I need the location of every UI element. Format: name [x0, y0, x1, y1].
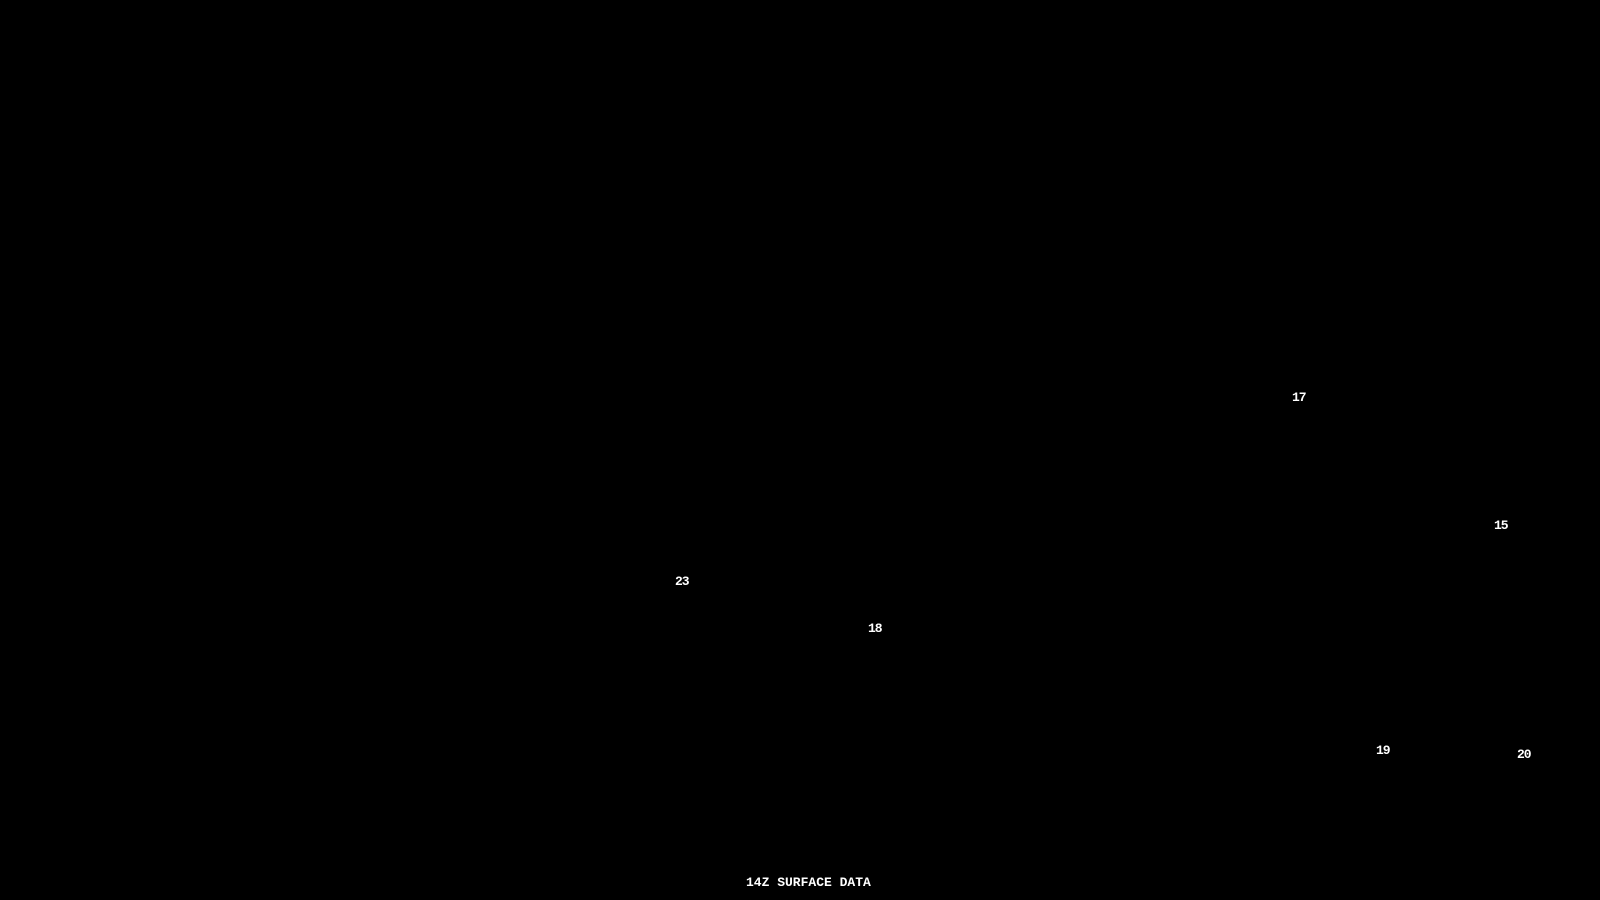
station-temp-label: 23	[675, 574, 689, 589]
plot-caption: 14Z SURFACE DATA	[746, 875, 871, 890]
station-temp-label: 15	[1494, 518, 1508, 533]
station-temp-label: 20	[1517, 747, 1531, 762]
station-temp-label: 19	[1376, 743, 1390, 758]
station-temp-label: 18	[868, 621, 882, 636]
station-temp-label: 17	[1292, 390, 1306, 405]
